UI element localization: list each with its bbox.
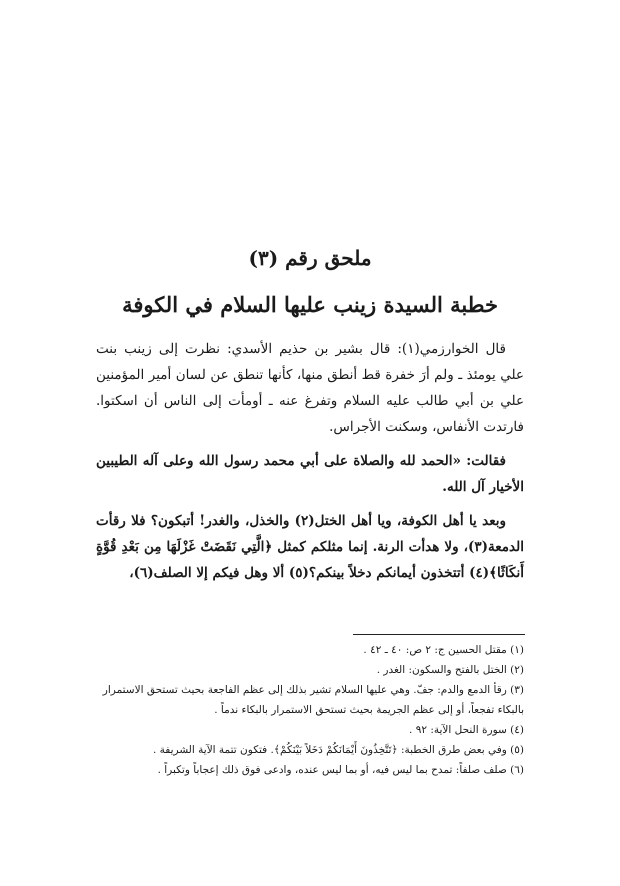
paragraph-intro: قال الخوارزمي(١): قال بشير بن حذيم الأسدي: نظرت إلى زينب بنت علي يومئذ ـ ولم أرَ خفرة قط أنطق منها، كأنها تنطق عن لسان أمير المؤمنين علي بن أبي طالب عليه السلام وتفرغ عنه ـ أومأت إلى الناس أن اسكتوا. فارتدت الأنفاس، وسكنت الأجراس. [96, 341, 524, 435]
footnote-separator [353, 634, 525, 635]
footnote-3: (٣) رقأ الدمع والدم: جفّ. وهي عليها السلام تشير بذلك إلى عظم الفاجعة بحيث تستحق الاستمرار بالبكاء تفجعاً، أو إلى عظم الجريمة بحيث تستحق الاستمرار بالبكاء ندماً . [102, 684, 524, 716]
appendix-title: ملحق رقم (٣) [248, 246, 372, 270]
footnote-5: (٥) وفي بعض طرق الخطبة: ﴿تَتَّخِذُونَ أَيْمَانَكُمْ دَخَلاً بَيْنَكُمْ﴾. فتكون تتمة الآية الشريفة . [152, 744, 524, 756]
body-text [96, 336, 524, 594]
footnote-2: (٢) الختل بالفتح والسكون: الغدر . [376, 664, 524, 676]
footnotes [96, 640, 524, 780]
paragraph-opening: فقالت: «الحمد لله والصلاة على أبي محمد رسول الله وعلى آله الطيبين الأخيار آل الله. [96, 453, 524, 495]
paragraph-address: وبعد يا أهل الكوفة، ويا أهل الختل(٢) والخذل، والغدر! أتبكون؟ فلا رقأت الدمعة(٣)، ولا هدأت الرنة. إنما مثلكم كمثل ﴿الَّتِي نَقَضَتْ غَزْلَهَا مِن بَعْدِ قُوَّةٍ أَنكَاثًا﴾(٤) أتتخذون أيمانكم دخلاً بينكم؟(٥) ألا وهل فيكم إلا الصلف(٦)، [96, 513, 524, 581]
footnote-4: (٤) سورة النحل الآية: ٩٢ . [409, 724, 524, 736]
footnote-1: (١) مقتل الحسين ج: ٢ ص: ٤٠ ـ ٤٢ . [363, 644, 524, 656]
sermon-title: خطبة السيدة زينب عليها السلام في الكوفة [122, 292, 498, 317]
footnote-6: (٦) صلف صلفاً: تمدح بما ليس فيه، أو بما ليس عنده، وادعى فوق ذلك إعجاباً وتكبراً . [157, 764, 524, 776]
